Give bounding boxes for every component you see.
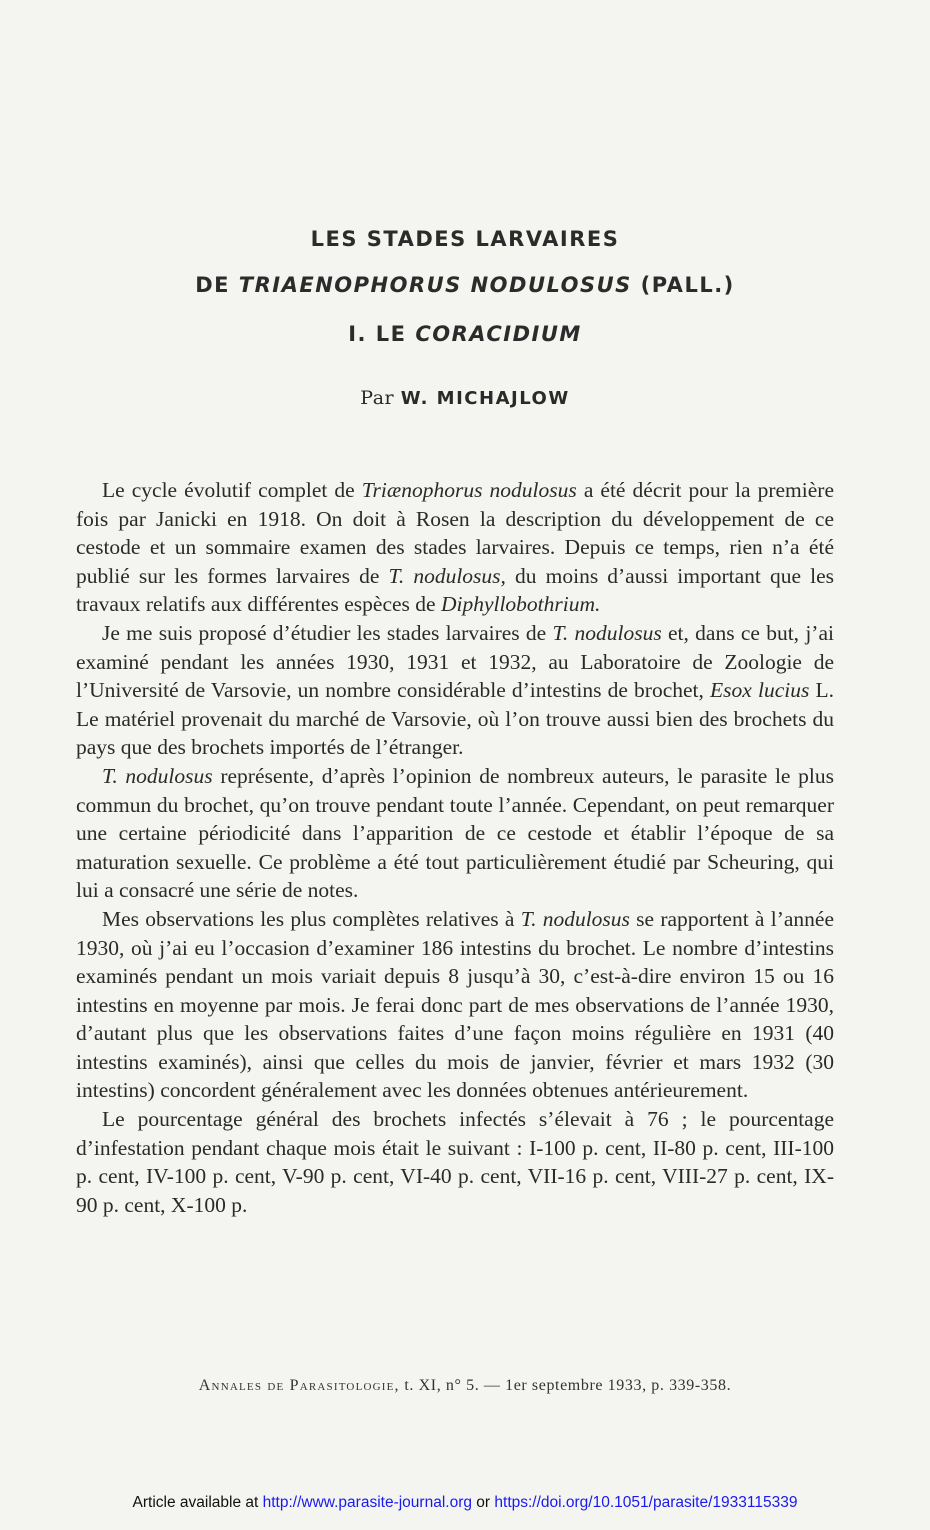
byline: Par W. MICHAJLOW <box>360 387 570 409</box>
body-text <box>76 476 834 1219</box>
journal-citation: Annales de Parasitologie, t. XI, n° 5. — 1er septembre 1933, p. 339-358. <box>198 1377 732 1394</box>
title-line-3: I. LE CORACIDIUM <box>348 322 582 346</box>
title-line-2: DE TRIAENOPHORUS NODULOSUS (PALL.) <box>195 273 735 297</box>
stage-name: CORACIDIUM <box>415 322 582 346</box>
species-name: TRIAENOPHORUS NODULOSUS <box>238 273 632 297</box>
paragraph-5: Le pourcentage général des brochets infectés s’élevait à 76 ; le pourcentage d’infestation pendant chaque mois était le suivant : I-100 p. cent, II-80 p. cent, III-100 p. cent, IV-100 p. cent, V-90 p. cent, VI-40 p. cent, VII-16 p. cent, VIII-27 p. cent, IX-90 p. cent, X-100 p. <box>76 1107 834 1217</box>
paragraph-1: Le cycle évolutif complet de Triænophorus nodulosus a été décrit pour la première fois par Janicki en 1918. On doit à Rosen la description du développement de ce cestode et un sommaire examen des stades larvaires. Depuis ce temps, rien n’a été publié sur les formes larvaires de T. nodulosus, du moins d’aussi important que les travaux relatifs aux différentes espèces de Diphyllobothrium. <box>76 478 835 617</box>
article-footer: Article available at http://www.parasite-journal.org or https://doi.org/10.1051/parasite/1933115339 <box>132 1494 798 1511</box>
journal-link[interactable]: http://www.parasite-journal.org <box>262 1494 472 1511</box>
paragraph-3: T. nodulosus représente, d’après l’opinion de nombreux auteurs, le parasite le plus commun du brochet, qu’on trouve pendant toute l’année. Cependant, on peut remarquer une certaine périodicité dans l’apparition de ce cestode et établir l’époque de sa maturation sexuelle. Ce problème a été tout particulièrement étudié par Scheuring, qui lui a consacré une série de notes. <box>76 763 834 903</box>
doi-link[interactable]: https://doi.org/10.1051/parasite/1933115339 <box>494 1494 798 1511</box>
paragraph-2: Je me suis proposé d’étudier les stades larvaires de T. nodulosus et, dans ce but, j’ai examiné pendant les années 1930, 1931 et 1932, au Laboratoire de Zoologie de l’Université de Varsovie, un nombre considérable d’intestins de brochet, Esox lucius L. Le matériel provenait du marché de Varsovie, où l’on trouve aussi bien des brochets du pays que des brochets importés de l’étranger. <box>76 620 834 760</box>
paragraph-4: Mes observations les plus complètes relatives à T. nodulosus se rapportent à l’année 1930, où j’ai eu l’occasion d’examiner 186 intestins du brochet. Le nombre d’intestins examinés pendant un mois variait depuis 8 jusqu’à 30, c’est-à-dire environ 15 ou 16 intestins en moyenne par mois. Je ferai donc part de mes observations de l’année 1930, d’autant plus que les observations faites d’une façon moins régulière en 1931 (40 intestins examinés), ainsi que celles du mois de janvier, février et mars 1932 (30 intestins) concordent généralement avec les données obtenues antérieurement. <box>76 906 834 1103</box>
author-name: W. MICHAJLOW <box>400 388 570 409</box>
title-line-1: LES STADES LARVAIRES <box>310 227 620 251</box>
